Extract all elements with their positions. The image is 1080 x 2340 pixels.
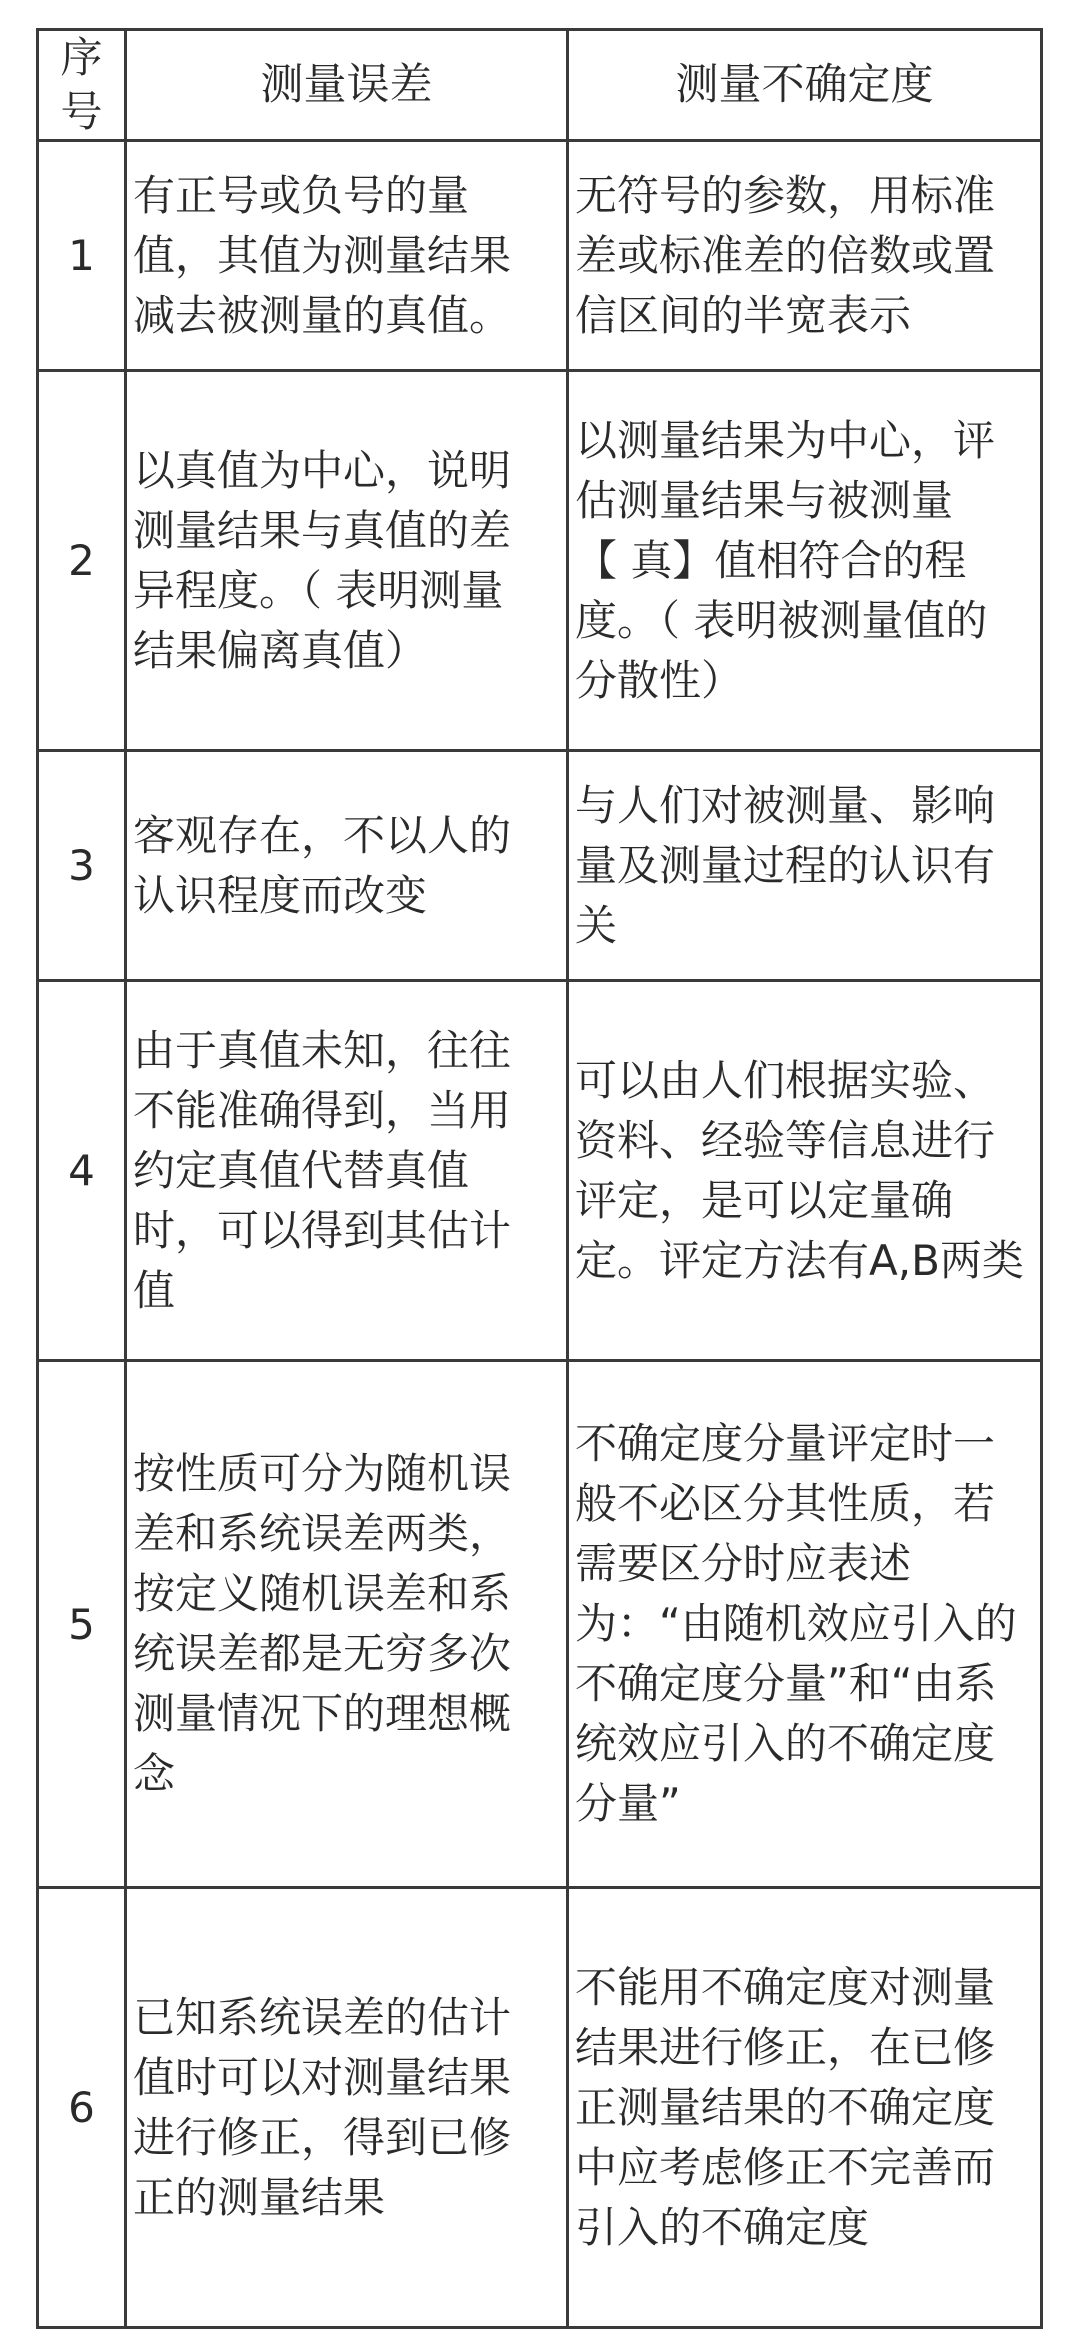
error-cell bbox=[126, 751, 568, 981]
comparison-table bbox=[36, 28, 1043, 2329]
row-index: 6 bbox=[38, 1888, 126, 2328]
uncertainty-text: 与人们对被测量、影响 量及测量过程的认识有 关 bbox=[575, 780, 996, 950]
table-row bbox=[38, 981, 1042, 1361]
header-uncertainty: 测量不确定度 bbox=[568, 30, 1042, 141]
error-cell bbox=[126, 1888, 568, 2328]
error-text: 有正号或负号的量 值，其值为测量结果 减去被测量的真值。 bbox=[133, 170, 512, 340]
uncertainty-cell bbox=[568, 371, 1042, 751]
error-text: 以真值为中心，说明 测量结果与真值的差 异程度。（ 表明测量 结果偏离真值） bbox=[133, 445, 512, 675]
error-text: 客观存在，不以人的 认识程度而改变 bbox=[133, 810, 512, 920]
row-index: 4 bbox=[38, 981, 126, 1361]
row-index: 5 bbox=[38, 1361, 126, 1888]
uncertainty-cell bbox=[568, 981, 1042, 1361]
uncertainty-text: 不确定度分量评定时一 般不必区分其性质，若 需要区分时应表述 为：“由随机效应引入的 不确定度分量”和“由系 统效应引入的不确定度 分量” bbox=[575, 1419, 1017, 1828]
uncertainty-cell bbox=[568, 751, 1042, 981]
table-row bbox=[38, 751, 1042, 981]
error-cell bbox=[126, 981, 568, 1361]
error-cell bbox=[126, 141, 568, 371]
error-text: 按性质可分为随机误 差和系统误差两类， 按定义随机误差和系 统误差都是无穷多次 测量情况下的理想概 念 bbox=[133, 1449, 512, 1798]
error-cell bbox=[126, 371, 568, 751]
header-index bbox=[38, 30, 126, 141]
table-row bbox=[38, 141, 1042, 371]
table-row bbox=[38, 371, 1042, 751]
uncertainty-cell bbox=[568, 141, 1042, 371]
row-index: 2 bbox=[38, 371, 126, 751]
row-index: 1 bbox=[38, 141, 126, 371]
row-index: 3 bbox=[38, 751, 126, 981]
table-header-row bbox=[38, 30, 1042, 141]
header-index-label: 序 号 bbox=[60, 33, 103, 136]
table-row bbox=[38, 1361, 1042, 1888]
uncertainty-text: 无符号的参数，用标准 差或标准差的倍数或置 信区间的半宽表示 bbox=[575, 170, 996, 340]
error-cell bbox=[126, 1361, 568, 1888]
header-error: 测量误差 bbox=[126, 30, 568, 141]
uncertainty-text: 不能用不确定度对测量 结果进行修正，在已修 正测量结果的不确定度 中应考虑修正不完善而 引入的不确定度 bbox=[575, 1962, 996, 2252]
error-text: 由于真值未知，往往 不能准确得到，当用 约定真值代替真值 时，可以得到其估计 值 bbox=[133, 1025, 512, 1315]
error-text: 已知系统误差的估计 值时可以对测量结果 进行修正，得到已修 正的测量结果 bbox=[133, 1992, 512, 2222]
table-row bbox=[38, 1888, 1042, 2328]
uncertainty-cell bbox=[568, 1888, 1042, 2328]
uncertainty-text: 以测量结果为中心，评 估测量结果与被测量 【 真】值相符合的程 度。（ 表明被测量值的 分散性） bbox=[575, 415, 996, 705]
uncertainty-cell bbox=[568, 1361, 1042, 1888]
uncertainty-text: 可以由人们根据实验、 资料、经验等信息进行 评定，是可以定量确 定。评定方法有A,B两类 bbox=[575, 1055, 1024, 1285]
